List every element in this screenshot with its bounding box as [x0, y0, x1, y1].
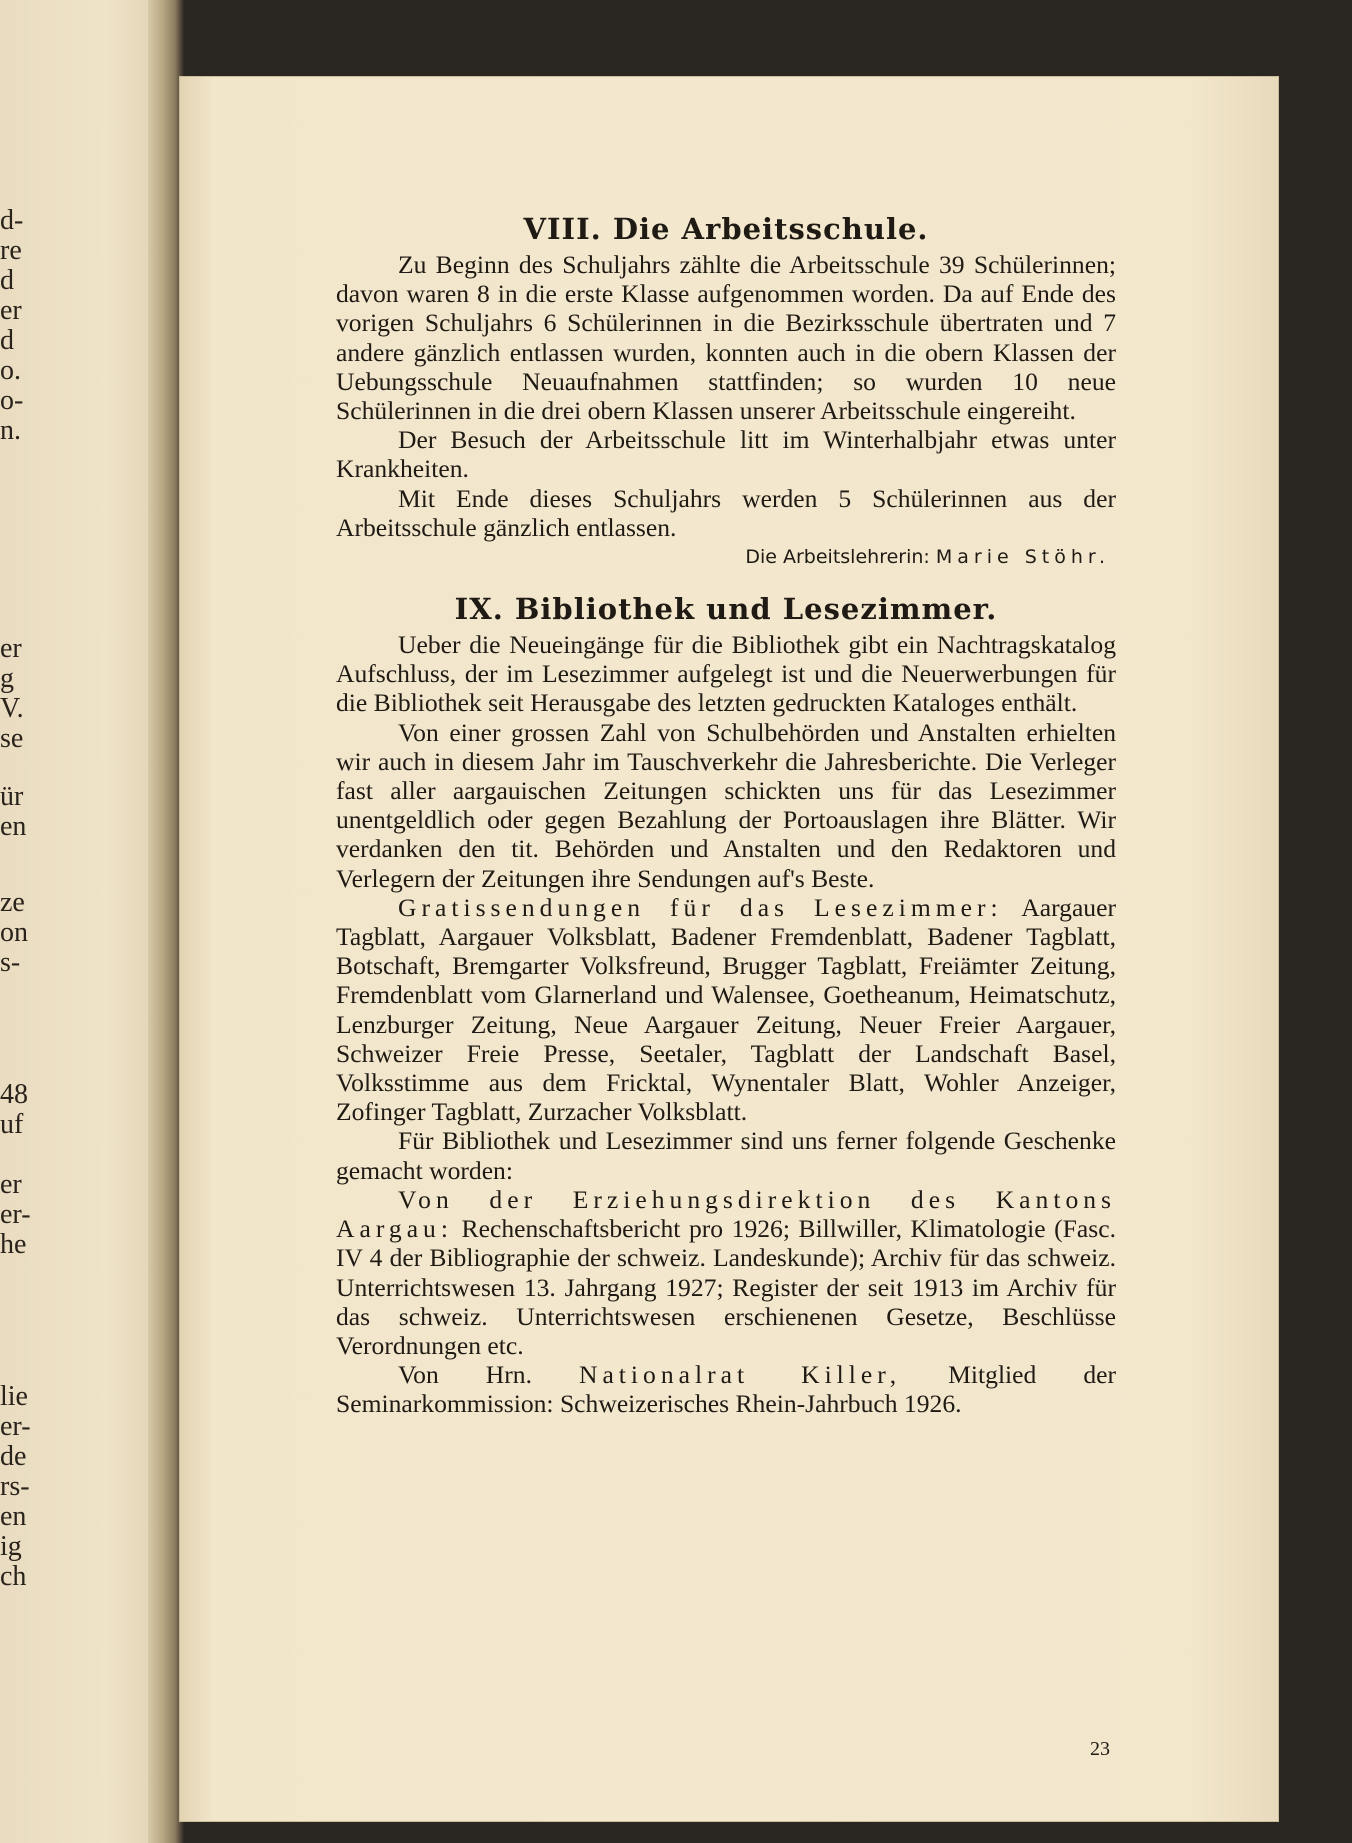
left-fragment: er-: [0, 1199, 31, 1230]
donor2-rest: Mitglied der Seminarkommission: Schweizerisches Rhein-Jahrbuch 1926.: [336, 1360, 1116, 1419]
left-fragment: en: [0, 1501, 27, 1532]
left-fragment: s-: [0, 947, 21, 978]
left-fragment: 48: [0, 1079, 28, 1110]
left-fragment: ch: [0, 1561, 27, 1592]
donor-lead: Von der Erziehungsdirektion des Kantons Aargau:: [336, 1184, 1116, 1244]
section-9-paragraph-3: [336, 893, 1116, 1127]
left-fragment: en: [0, 811, 27, 842]
left-fragment: o.: [0, 355, 21, 386]
left-fragment: er: [0, 295, 22, 326]
section-9-paragraph-4: Für Bibliothek und Lesezimmer sind uns ferner folgende Geschenke gemacht worden:: [336, 1126, 1116, 1185]
section-9-paragraph-2: Von einer grossen Zahl von Schulbehörden und Anstalten erhielten wir auch in diesem Jahr im Tauschverkehr die Jahresberichte. Die Verleger fast aller aargauischen Zeitungen schickten uns für das Lesezimmer unentgeldlich oder gegen Bezahlung der Portoauslagen ihre Blätter. Wir verdanken den tit. Behörden und Anstalten und den Redaktoren und Verlegern der Zeitungen ihre Sendungen auf's Beste.: [336, 717, 1116, 893]
donor-list: Rechenschaftsbericht pro 1926; Billwiller, Klimatologie (Fasc. IV 4 der Bibliographie der schweiz. Landeskunde); Archiv für das schweiz. Unterrichtswesen 13. Jahrgang 1927; Register der seit 1913 im Archiv für das schweiz. Unterrichtswesen erschienenen Gesetze, Beschlüsse Verordnungen etc.: [336, 1214, 1116, 1360]
left-fragment: d-: [0, 205, 24, 236]
left-fragment: er: [0, 633, 22, 664]
donor2-pre: Von Hrn.: [398, 1360, 579, 1390]
left-fragment: de: [0, 1441, 27, 1472]
donor2-lead: Nationalrat Killer,: [578, 1360, 902, 1390]
left-fragment: er: [0, 1169, 22, 1200]
left-fragment: g: [0, 663, 14, 694]
left-fragment: he: [0, 1229, 27, 1260]
left-fragment: rs-: [0, 1471, 30, 1502]
left-fragment: er-: [0, 1411, 31, 1442]
left-fragment: re: [0, 235, 22, 266]
section-9-heading: IX. Bibliothek und Lesezimmer.: [454, 592, 998, 627]
left-fragment: d: [0, 265, 14, 296]
left-fragment: V.: [0, 693, 24, 724]
section-8-paragraph-1: Zu Beginn des Schuljahrs zählte die Arbeitsschule 39 Schülerinnen; davon waren 8 in die erste Klasse aufgenommen worden. Da auf Ende des vorigen Schuljahrs 6 Schülerinnen in die Bezirksschule übertraten und 7 andere gänzlich entlassen wurden, konnten auch in die obern Klassen der Uebungsschule Neuaufnahmen stattfinden; so wurden 10 neue Schülerinnen in die drei obern Klassen unserer Arbeitsschule eingereiht.: [336, 250, 1116, 426]
section-9-paragraph-5: [336, 1185, 1116, 1360]
left-fragment: lie: [0, 1381, 28, 1412]
book-spine: [148, 0, 184, 1843]
page-number: 23: [1090, 1738, 1110, 1760]
left-fragment: se: [0, 723, 24, 754]
page-content: [336, 210, 1116, 1419]
section-8-heading: VIII. Die Arbeitsschule.: [523, 212, 929, 246]
signature-name: Marie Stöhr.: [935, 546, 1110, 569]
left-fragment: n.: [0, 415, 21, 446]
left-fragment: o-: [0, 385, 24, 416]
left-fragment: d: [0, 325, 14, 356]
section-8-paragraph-3: Mit Ende dieses Schuljahrs werden 5 Schülerinnen aus der Arbeitsschule gänzlich entlassen.: [336, 483, 1116, 542]
signature-label: Die Arbeitslehrerin:: [745, 546, 930, 569]
gratis-lead: Gratissendungen für das Lesezimmer:: [398, 892, 1003, 922]
section-9-paragraph-1: Ueber die Neueingänge für die Bibliothek gibt ein Nachtragskatalog Aufschluss, der im Lesezimmer aufgelegt ist und die Neuerwerbungen für die Bibliothek seit Herausgabe des letzten gedruckten Kataloges enthält.: [336, 630, 1116, 718]
left-fragment: ze: [0, 887, 25, 918]
left-fragment: ig: [0, 1531, 22, 1562]
section-9-paragraph-6: [336, 1360, 1116, 1418]
section-8-paragraph-2: Der Besuch der Arbeitsschule litt im Winterhalbjahr etwas unter Krankheiten.: [336, 425, 1116, 484]
left-fragment: on: [0, 917, 28, 948]
signature-line: [336, 546, 1116, 568]
left-fragment: uf: [0, 1109, 24, 1140]
gratis-list: Aargauer Tagblatt, Aargauer Volksblatt, Badener Fremdenblatt, Badener Tagblatt, Botschaft, Bremgarter Volksfreund, Brugger Tagblatt, Freiämter Zeitung, Fremdenblatt vom Glarnerland und Walensee, Goetheanum, Heimatschutz, Lenzburger Zeitung, Neue Aargauer Zeitung, Neuer Freier Aargauer, Schweizer Freie Presse, Seetaler, Tagblatt der Landschaft Basel, Volksstimme aus dem Fricktal, Wynentaler Blatt, Wohler Anzeiger, Zofinger Tagblatt, Zurzacher Volksblatt.: [336, 892, 1116, 1127]
left-fragment: ür: [0, 781, 24, 812]
